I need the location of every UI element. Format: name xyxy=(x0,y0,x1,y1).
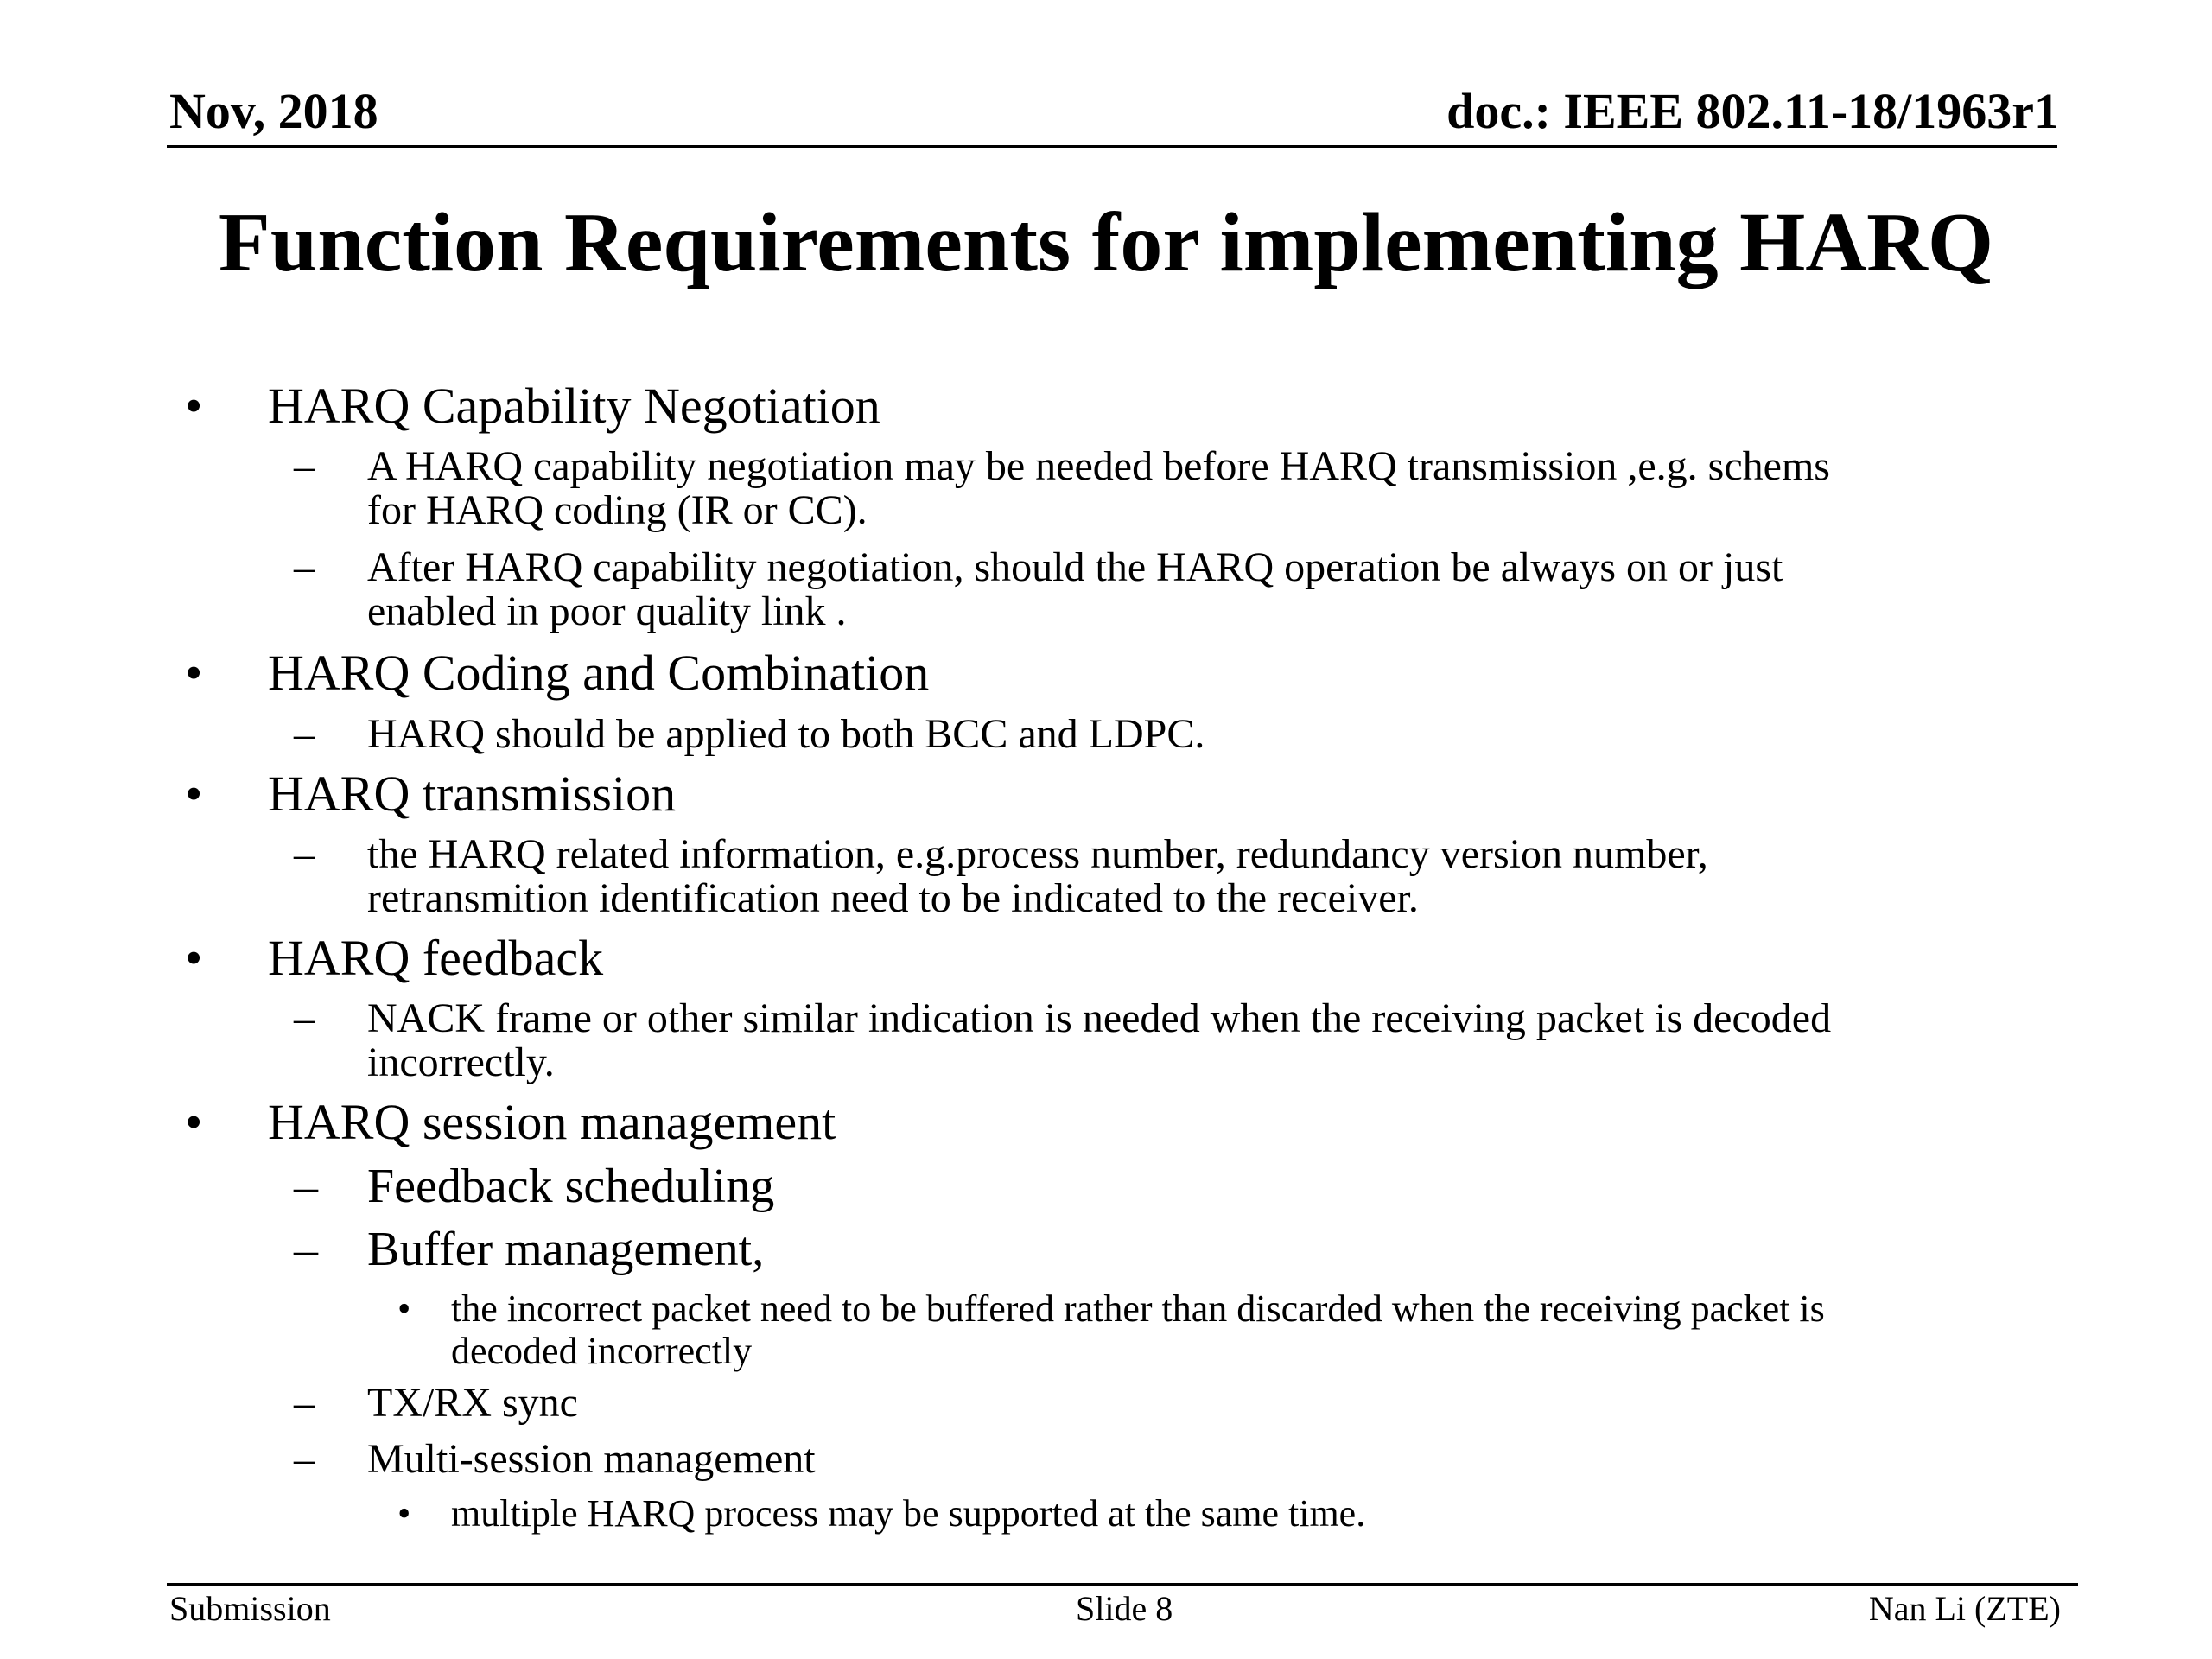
dash-icon: – xyxy=(294,711,315,757)
sub-sub-bullet-line: decoded incorrectly xyxy=(451,1330,753,1372)
dash-icon: – xyxy=(294,995,315,1041)
sub-bullet-line: enabled in poor quality link . xyxy=(367,588,847,634)
sub-bullet-line: HARQ should be applied to both BCC and LDPC. xyxy=(367,711,1205,757)
sub-bullet-line: NACK frame or other similar indication is needed when the receiving packet is decoded xyxy=(367,995,1832,1041)
sub-bullet-line: Feedback scheduling xyxy=(367,1160,775,1213)
sub-bullet-line: for HARQ coding (IR or CC). xyxy=(367,487,868,533)
dash-icon: – xyxy=(294,1436,315,1482)
bullet-item: HARQ Coding and Combination xyxy=(268,645,930,701)
bullet-icon: • xyxy=(185,930,203,986)
slide-title: Function Requirements for implementing HARQ xyxy=(218,196,1994,289)
footer-divider xyxy=(167,1583,2078,1586)
header-doc-id: doc.: IEEE 802.11-18/1963r1 xyxy=(1446,83,2059,139)
bullet-icon: • xyxy=(185,1094,203,1150)
sub-bullet-line: Buffer management, xyxy=(367,1223,765,1276)
bullet-item: HARQ feedback xyxy=(268,930,604,986)
dash-icon: – xyxy=(294,1223,318,1276)
dash-icon: – xyxy=(294,831,315,877)
footer-submission: Submission xyxy=(169,1589,331,1628)
dash-icon: – xyxy=(294,544,315,590)
sub-bullet-line: incorrectly. xyxy=(367,1039,555,1085)
bullet-icon: • xyxy=(185,645,203,701)
bullet-icon: • xyxy=(185,766,203,822)
sub-bullet-line: A HARQ capability negotiation may be needed before HARQ transmission ,e.g. schems xyxy=(367,443,1830,489)
dash-icon: – xyxy=(294,443,315,489)
header-divider xyxy=(167,145,2057,148)
sub-bullet-line: TX/RX sync xyxy=(367,1380,578,1426)
bullet-item: HARQ session management xyxy=(268,1094,836,1150)
bullet-item: HARQ Capability Negotiation xyxy=(268,378,880,434)
sub-bullet-line: retransmition identification need to be indicated to the receiver. xyxy=(367,875,1419,921)
sub-sub-bullet-icon: • xyxy=(397,1287,411,1330)
sub-sub-bullet-line: multiple HARQ process may be supported at the same time. xyxy=(451,1492,1366,1535)
footer-slide-number: Slide 8 xyxy=(1076,1589,1173,1628)
sub-sub-bullet-icon: • xyxy=(397,1492,411,1535)
dash-icon: – xyxy=(294,1160,318,1213)
header-date: Nov, 2018 xyxy=(169,83,378,139)
bullet-item: HARQ transmission xyxy=(268,766,677,822)
sub-bullet-line: the HARQ related information, e.g.process number, redundancy version number, xyxy=(367,831,1708,877)
sub-bullet-line: Multi-session management xyxy=(367,1436,816,1482)
sub-sub-bullet-line: the incorrect packet need to be buffered rather than discarded when the receiving packet is xyxy=(451,1287,1825,1330)
footer-author: Nan Li (ZTE) xyxy=(1868,1589,2061,1628)
sub-bullet-line: After HARQ capability negotiation, should the HARQ operation be always on or just xyxy=(367,544,1783,590)
dash-icon: – xyxy=(294,1380,315,1426)
bullet-icon: • xyxy=(185,378,203,434)
